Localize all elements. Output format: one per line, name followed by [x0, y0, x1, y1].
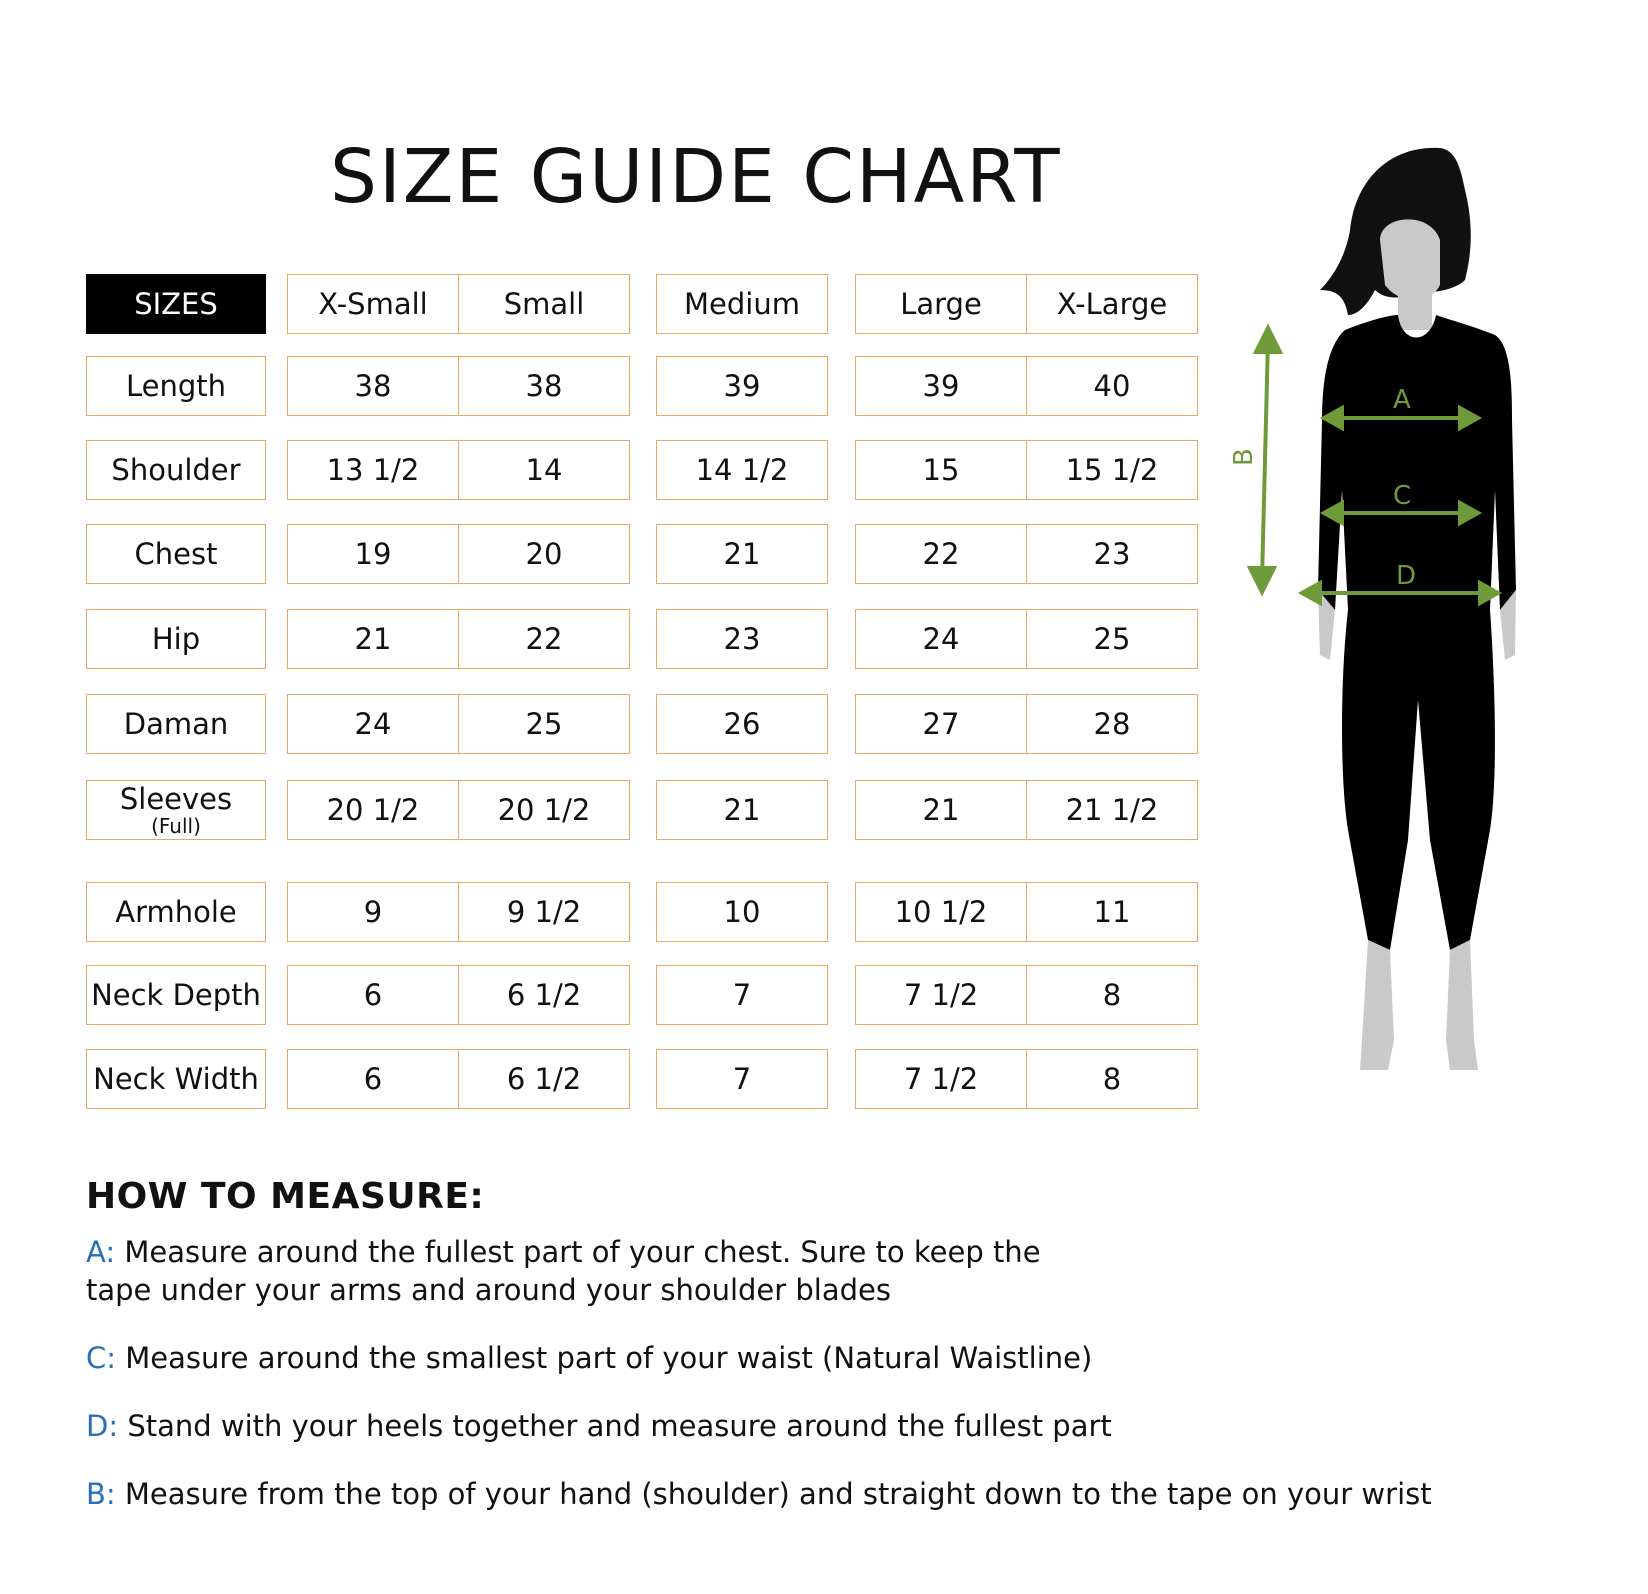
size-header-cell: X-Large: [1026, 274, 1198, 334]
instruction-b: [86, 1475, 1586, 1513]
instruction-a: [86, 1233, 1586, 1309]
row-label-cell: Shoulder: [86, 440, 266, 500]
value-cell: 22: [855, 524, 1027, 584]
value-cell: 10 1/2: [855, 882, 1027, 942]
instruction-text: Measure around the smallest part of your waist (Natural Waistline): [116, 1341, 1093, 1375]
value-cell: 8: [1026, 965, 1198, 1025]
value-cell: 14: [458, 440, 630, 500]
value-cell: 21 1/2: [1026, 780, 1198, 840]
value-cell: 22: [458, 609, 630, 669]
instruction-key: D:: [86, 1409, 119, 1443]
value-cell: 21: [287, 609, 459, 669]
value-cell: 20: [458, 524, 630, 584]
row-label-cell: Armhole: [86, 882, 266, 942]
value-cell: 23: [1026, 524, 1198, 584]
size-header-cell: Medium: [656, 274, 828, 334]
value-cell: 19: [287, 524, 459, 584]
value-cell: 11: [1026, 882, 1198, 942]
value-cell: 7 1/2: [855, 965, 1027, 1025]
value-cell: 25: [458, 694, 630, 754]
value-cell: 26: [656, 694, 828, 754]
instruction-d: [86, 1407, 1586, 1445]
instruction-text-line2: tape under your arms and around your shoulder blades: [86, 1273, 891, 1307]
size-header-cell: Large: [855, 274, 1027, 334]
instruction-c: [86, 1339, 1586, 1377]
size-header-cell: X-Small: [287, 274, 459, 334]
row-label-cell: Length: [86, 356, 266, 416]
figure-silhouette: [1318, 148, 1516, 1070]
row-label-cell: [86, 780, 266, 840]
label-c: C: [1393, 481, 1412, 511]
value-cell: 14 1/2: [656, 440, 828, 500]
value-cell: 6 1/2: [458, 1049, 630, 1109]
instruction-text: Measure from the top of your hand (shoulder) and straight down to the tape on your wrist: [115, 1477, 1432, 1511]
instruction-text: Measure around the fullest part of your chest. Sure to keep the: [115, 1235, 1041, 1269]
sizes-header-cell: SIZES: [86, 274, 266, 334]
value-cell: 6: [287, 965, 459, 1025]
row-sublabel: (Full): [151, 813, 201, 838]
value-cell: 25: [1026, 609, 1198, 669]
arrow-b: [1262, 340, 1268, 580]
value-cell: 9 1/2: [458, 882, 630, 942]
value-cell: 40: [1026, 356, 1198, 416]
value-cell: 6: [287, 1049, 459, 1109]
value-cell: 23: [656, 609, 828, 669]
instruction-key: B:: [86, 1477, 116, 1511]
value-cell: 10: [656, 882, 828, 942]
value-cell: 21: [656, 524, 828, 584]
value-cell: 24: [855, 609, 1027, 669]
instruction-text: Stand with your heels together and measure around the fullest part: [118, 1409, 1112, 1443]
page-title: SIZE GUIDE CHART: [330, 134, 1062, 220]
value-cell: 7: [656, 1049, 828, 1109]
value-cell: 15: [855, 440, 1027, 500]
row-label-cell: Neck Depth: [86, 965, 266, 1025]
instruction-key: A:: [86, 1235, 116, 1269]
value-cell: 39: [855, 356, 1027, 416]
row-label: Sleeves: [119, 781, 233, 816]
instruction-key: C:: [86, 1341, 117, 1375]
row-label-stack: [119, 781, 233, 838]
row-label-cell: Chest: [86, 524, 266, 584]
value-cell: 28: [1026, 694, 1198, 754]
row-label-cell: Neck Width: [86, 1049, 266, 1109]
label-d: D: [1396, 561, 1417, 591]
value-cell: 38: [287, 356, 459, 416]
value-cell: 9: [287, 882, 459, 942]
value-cell: 13 1/2: [287, 440, 459, 500]
value-cell: 7: [656, 965, 828, 1025]
row-label-cell: Hip: [86, 609, 266, 669]
value-cell: 20 1/2: [287, 780, 459, 840]
value-cell: 21: [656, 780, 828, 840]
value-cell: 6 1/2: [458, 965, 630, 1025]
label-b: B: [1229, 448, 1259, 466]
value-cell: 20 1/2: [458, 780, 630, 840]
row-label-cell: Daman: [86, 694, 266, 754]
how-to-heading: HOW TO MEASURE:: [86, 1176, 485, 1217]
size-header-cell: Small: [458, 274, 630, 334]
label-a: A: [1393, 385, 1411, 415]
value-cell: 27: [855, 694, 1027, 754]
value-cell: 15 1/2: [1026, 440, 1198, 500]
value-cell: 8: [1026, 1049, 1198, 1109]
value-cell: 38: [458, 356, 630, 416]
value-cell: 21: [855, 780, 1027, 840]
value-cell: 24: [287, 694, 459, 754]
body-figure: [1229, 140, 1620, 1140]
value-cell: 7 1/2: [855, 1049, 1027, 1109]
value-cell: 39: [656, 356, 828, 416]
